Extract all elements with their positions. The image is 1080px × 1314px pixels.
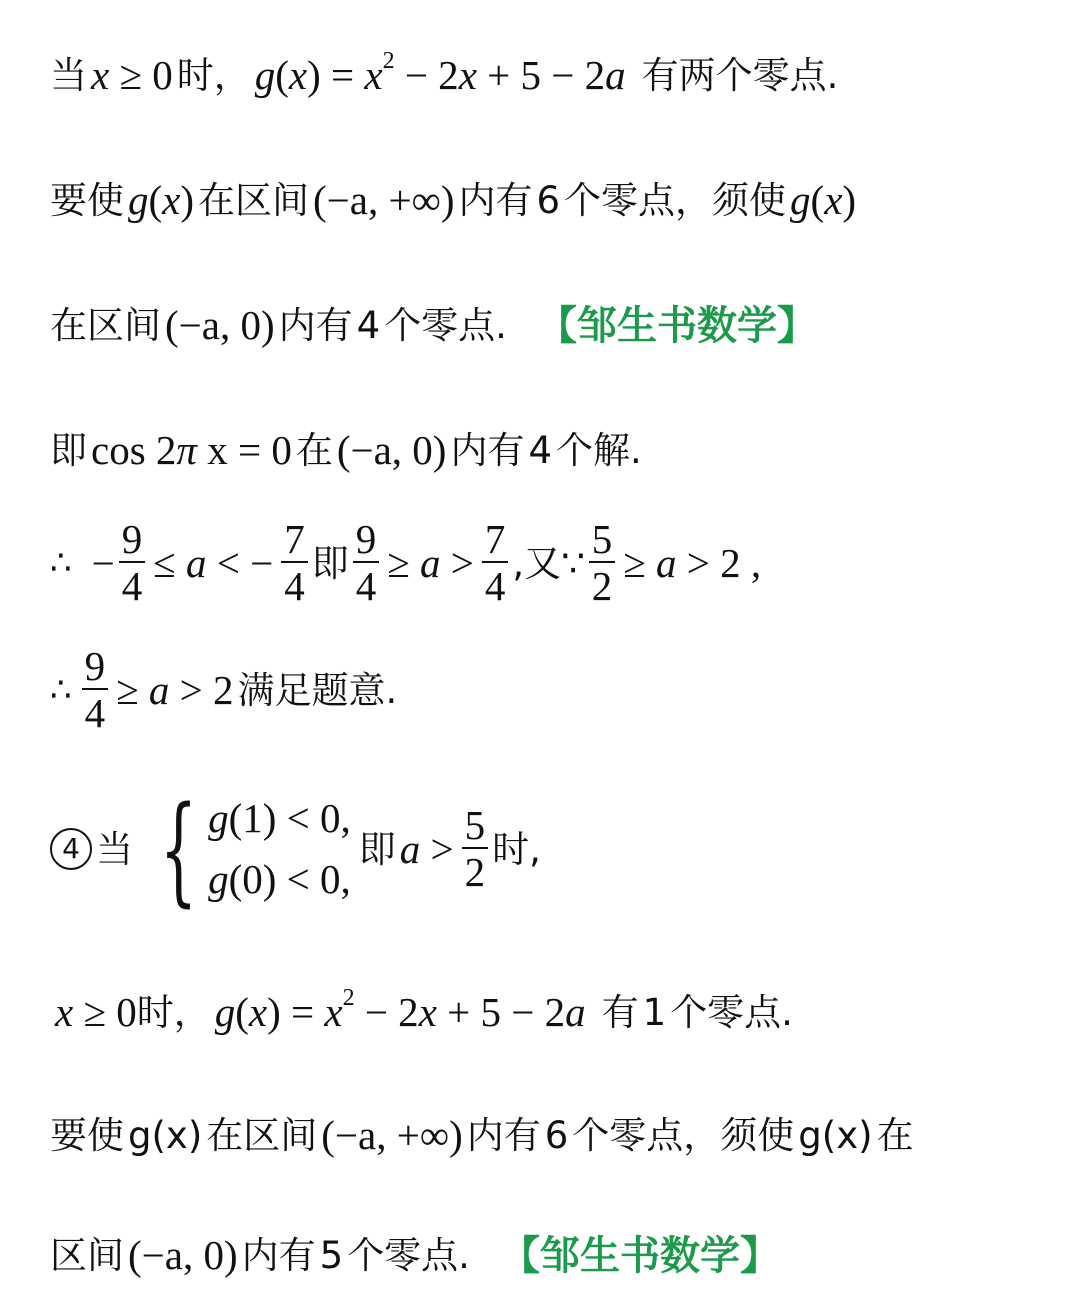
text: 要使 <box>50 1114 124 1157</box>
text: 时, <box>492 827 541 871</box>
line-3 <box>50 302 817 349</box>
text: 区间 <box>50 1234 124 1277</box>
text: 即 <box>358 827 396 871</box>
fraction: $\frac{9}{4}$ <box>82 645 109 735</box>
text: 即 <box>311 541 349 585</box>
text: 在区间 <box>50 304 161 347</box>
text-gx: g(x) <box>128 1114 203 1157</box>
text: 个零点，须使 <box>564 179 787 222</box>
fraction: $\frac{5}{2}$ <box>589 518 616 608</box>
line-5 <box>50 518 765 608</box>
number: 4 <box>528 429 553 472</box>
math: cos 2π x = 0 <box>91 427 292 473</box>
math-interval: (−a, +∞) <box>321 1112 463 1158</box>
math: ≤ a < − <box>153 539 274 586</box>
text: 有两个零点. <box>641 54 839 97</box>
number: 6 <box>544 1114 569 1157</box>
line-7 <box>50 780 541 918</box>
line-4 <box>50 427 642 473</box>
math-interval: (−a, 0) <box>165 302 275 348</box>
number: 6 <box>536 179 561 222</box>
math: g(x) <box>128 177 195 223</box>
text: 时， <box>176 54 251 97</box>
therefore-symbol: ∴ <box>50 543 72 584</box>
math: g(x) <box>790 177 857 223</box>
fraction: $\frac{7}{4}$ <box>281 518 308 608</box>
text: 内有 <box>458 179 533 222</box>
math: a > <box>399 825 454 872</box>
text: 当 <box>50 54 87 97</box>
math-gx: $g(x) = x^2 - 2x + 5 - 2a$ <box>254 48 626 98</box>
text: 个零点. <box>347 1234 470 1277</box>
line-6 <box>50 645 397 735</box>
math-gx: $g(x) = x^2 - 2x + 5 - 2a$ <box>214 985 586 1035</box>
math-interval: (−a, +∞) <box>313 177 455 223</box>
text: 时， <box>136 991 211 1034</box>
therefore-symbol: ∴ <box>50 670 72 711</box>
text: 当 <box>96 827 133 871</box>
math: ≥ a > <box>387 539 474 586</box>
line-8 <box>55 985 793 1035</box>
equation-system <box>141 780 351 918</box>
text: 有 <box>601 991 639 1034</box>
text: 在区间 <box>206 1114 318 1157</box>
text: ,又 <box>512 541 562 585</box>
text: 个零点. <box>384 304 507 347</box>
text: 即 <box>50 429 87 472</box>
math: x ≥ 0 <box>91 52 173 98</box>
text: 内有 <box>450 429 525 472</box>
text: 满足题意. <box>237 668 398 712</box>
number: 4 <box>356 304 381 347</box>
text: 内有 <box>466 1114 541 1157</box>
text-gx: g(x) <box>798 1114 873 1157</box>
brand-watermark: 【邹生书数学】 <box>499 1232 780 1279</box>
line-10 <box>50 1232 780 1279</box>
line-2 <box>50 177 860 223</box>
text: 在区间 <box>198 179 310 222</box>
math: ≥ a > 2 <box>116 666 234 713</box>
text: 个零点，须使 <box>572 1114 795 1157</box>
text: 内有 <box>278 304 353 347</box>
number: 5 <box>319 1234 344 1277</box>
text: 要使 <box>50 179 124 222</box>
number: 1 <box>642 991 667 1034</box>
text: 在 <box>295 429 333 472</box>
brand-watermark: 【邹生书数学】 <box>536 302 817 349</box>
math: x ≥ 0 <box>55 989 137 1035</box>
text: 在 <box>876 1114 914 1157</box>
line-1 <box>50 48 839 98</box>
circled-number: 4 <box>50 828 92 870</box>
fraction: $\frac{5}{2}$ <box>462 804 489 894</box>
because-symbol: ∵ <box>561 541 585 585</box>
text: 个零点. <box>670 991 793 1034</box>
math-interval: (−a, 0) <box>128 1232 238 1278</box>
math: ≥ a > 2 , <box>623 539 762 586</box>
brace-symbol: { <box>159 780 198 918</box>
fraction: $\frac{9}{4}$ <box>119 518 146 608</box>
line-9 <box>50 1112 914 1158</box>
fraction: $\frac{9}{4}$ <box>353 518 380 608</box>
condition-row: g(0) < 0, <box>208 856 351 902</box>
fraction: $\frac{7}{4}$ <box>482 518 509 608</box>
condition-row: g(1) < 0, <box>208 795 351 841</box>
math-interval: (−a, 0) <box>336 427 447 473</box>
text: 内有 <box>241 1234 316 1277</box>
text: 个解. <box>556 429 642 472</box>
math: − <box>91 539 115 586</box>
